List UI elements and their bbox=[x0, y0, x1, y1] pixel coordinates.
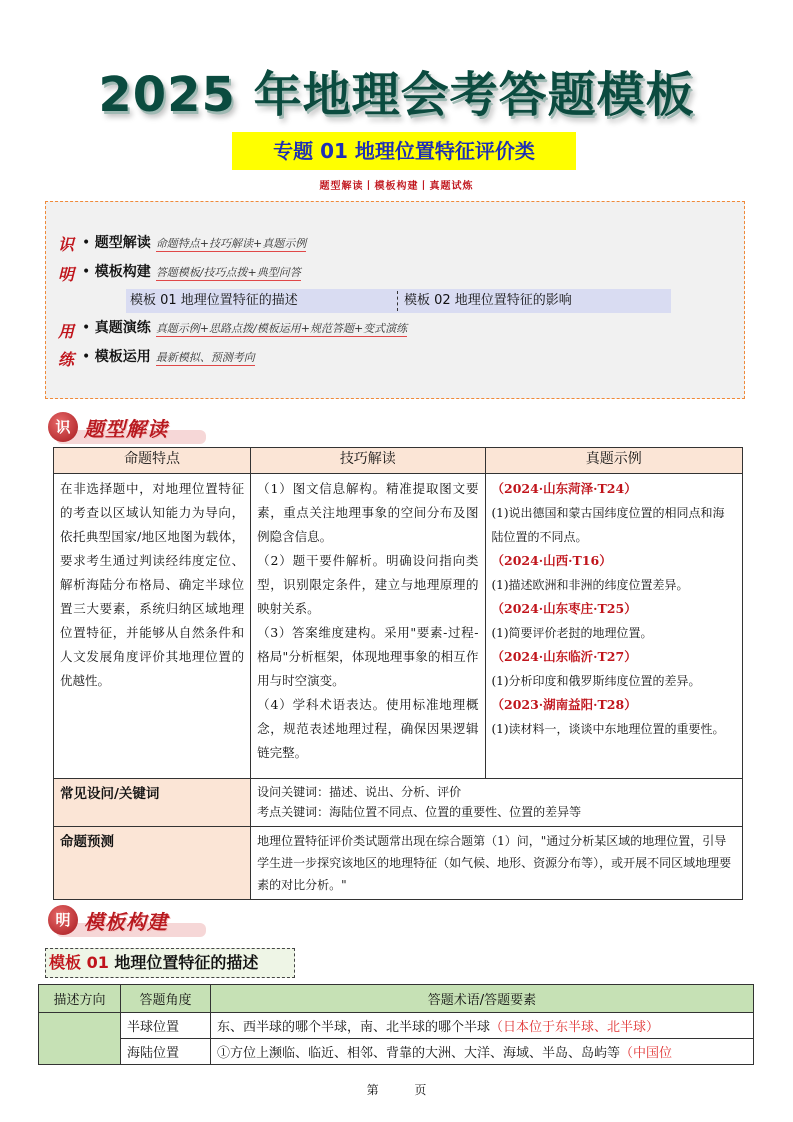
feature-cell: 在非选择题中，对地理位置特征的考查以区域认知能力为导向，依托典型国家/地区地图为载体，要求考生通过判读经纬度定位、解析海陆分布格局、确定半球位置三大要素，系统归纳区域地理位置特征，并能够从自然条件和人文发展角度评价其地理位置的优越性。 bbox=[54, 474, 251, 779]
table-header-row bbox=[39, 985, 754, 1013]
bullet-icon: • bbox=[82, 235, 95, 251]
overview-desc: 命题特点+技巧解读+真题示例 bbox=[155, 237, 307, 250]
overview-label: 真题演练 bbox=[94, 320, 151, 336]
side-char-2: 明 bbox=[58, 265, 75, 284]
table-row bbox=[54, 474, 743, 779]
terms-text: 东、西半球的哪个半球，南、北半球的哪个半球 bbox=[217, 1020, 491, 1035]
column-header: 技巧解读 bbox=[251, 448, 485, 474]
overview-label: 模板运用 bbox=[94, 349, 151, 365]
column-header: 描述方向 bbox=[39, 985, 121, 1013]
example-question: (1)说出德国和蒙古国纬度位置的相同点和海陆位置的不同点。 bbox=[491, 506, 725, 544]
overview-desc: 答题模板/技巧点拨+典型问答 bbox=[155, 266, 301, 279]
module-01-heading bbox=[45, 948, 295, 978]
skill-item: （1）图文信息解构。精准提取图文要素，重点关注地理事象的空间分布及图例隐含信息。 bbox=[257, 481, 479, 544]
overview-row-1 bbox=[82, 232, 306, 252]
page-footer bbox=[0, 1081, 793, 1098]
section-header-build bbox=[48, 905, 248, 937]
template-list bbox=[126, 289, 671, 313]
overview-desc: 最新模拟、预测考向 bbox=[155, 351, 255, 364]
skill-item: （4）学科术语表达。使用标准地理概念，规范表述地理过程，确保因果逻辑链完整。 bbox=[257, 697, 479, 760]
footer-left: 第 bbox=[366, 1083, 379, 1097]
column-header: 答题术语/答题要素 bbox=[211, 985, 754, 1013]
divider bbox=[397, 291, 398, 311]
terms-text: ①方位上濒临、临近、相邻、背靠的大洲、大洋、海域、半岛、岛屿等 bbox=[217, 1046, 621, 1061]
example-source: （2024·山东枣庄·T25） bbox=[491, 601, 637, 616]
side-char-1: 识 bbox=[58, 235, 75, 254]
template-table bbox=[38, 984, 754, 1065]
keywords-label: 常见设问/关键词 bbox=[54, 779, 251, 827]
template-01-link[interactable]: 模板 01 地理位置特征的描述 bbox=[130, 293, 298, 308]
example-source: （2024·山西·T16） bbox=[491, 553, 612, 568]
footer-right: 页 bbox=[414, 1083, 427, 1097]
overview-label: 模板构建 bbox=[94, 264, 151, 280]
angle-cell: 半球位置 bbox=[121, 1013, 211, 1039]
overview-row-3 bbox=[82, 317, 407, 337]
forecast-cell: 地理位置特征评价类试题常出现在综合题第（1）问，"通过分析某区域的地理位置，引导学生进一步探究该地区的地理特征（如气候、地形、资源分布等），或开展不同区域地理要素的对比分析。" bbox=[251, 827, 743, 900]
table-row bbox=[39, 1039, 754, 1065]
table-row bbox=[54, 779, 743, 827]
example-question: (1)简要评价老挝的地理位置。 bbox=[491, 626, 653, 640]
direction-cell bbox=[39, 1013, 121, 1065]
bullet-icon: • bbox=[82, 349, 95, 365]
example-source: （2024·山东菏泽·T24） bbox=[491, 481, 637, 496]
skill-item: （2）题干要件解析。明确设问指向类型，识别限定条件，建立与地理原理的映射关系。 bbox=[257, 553, 479, 616]
table-header-row bbox=[54, 448, 743, 474]
example-question: (1)分析印度和俄罗斯纬度位置的差异。 bbox=[491, 674, 701, 688]
terms-hint: （中国位 bbox=[620, 1046, 673, 1061]
terms-hint: （日本位于东半球、北半球） bbox=[490, 1020, 660, 1035]
examples-cell bbox=[485, 474, 743, 779]
overview-panel bbox=[45, 201, 745, 399]
example-question: (1)读材料一，谈谈中东地理位置的重要性。 bbox=[491, 722, 725, 736]
page-title: 2025 年地理会考答题模板 bbox=[98, 67, 695, 123]
overview-label: 题型解读 bbox=[94, 235, 151, 251]
forecast-label: 命题预测 bbox=[54, 827, 251, 900]
topic-subtitle: 专题 01 地理位置特征评价类 bbox=[232, 132, 576, 170]
terms-cell bbox=[211, 1013, 754, 1039]
keyword-line: 考点关键词：海陆位置不同点、位置的重要性、位置的差异等 bbox=[257, 805, 582, 819]
keyword-line: 设问关键词：描述、说出、分析、评价 bbox=[257, 785, 462, 799]
column-header: 真题示例 bbox=[485, 448, 743, 474]
overview-desc: 真题示例+思路点拨/模板运用+规范答题+变式演练 bbox=[155, 322, 408, 335]
skills-cell bbox=[251, 474, 485, 779]
example-source: （2024·山东临沂·T27） bbox=[491, 649, 637, 664]
module-title: 地理位置特征的描述 bbox=[114, 953, 259, 972]
section-header-interpret bbox=[48, 412, 248, 444]
bullet-icon: • bbox=[82, 264, 95, 280]
bullet-icon: • bbox=[82, 320, 95, 336]
example-source: （2023·湖南益阳·T28） bbox=[491, 697, 637, 712]
column-header: 命题特点 bbox=[54, 448, 251, 474]
skill-item: （3）答案维度建构。采用"要素-过程-格局"分析框架，体现地理事象的相互作用与时空演变。 bbox=[257, 625, 479, 688]
section-badge-icon: 识 bbox=[48, 412, 78, 442]
table-row bbox=[54, 827, 743, 900]
side-char-4: 练 bbox=[58, 350, 75, 369]
template-02-link[interactable]: 模板 02 地理位置特征的影响 bbox=[404, 293, 572, 308]
column-header: 答题角度 bbox=[121, 985, 211, 1013]
overview-row-2 bbox=[82, 261, 301, 281]
section-title: 模板构建 bbox=[84, 910, 168, 934]
section-badge-icon: 明 bbox=[48, 905, 78, 935]
side-char-3: 用 bbox=[58, 322, 75, 341]
module-prefix: 模板 01 bbox=[49, 953, 109, 972]
terms-cell bbox=[211, 1039, 754, 1065]
angle-cell: 海陆位置 bbox=[121, 1039, 211, 1065]
overview-row-4 bbox=[82, 346, 255, 366]
tagline: 题型解读丨模板构建丨真题试炼 bbox=[319, 181, 474, 192]
keywords-cell bbox=[251, 779, 743, 827]
section-title: 题型解读 bbox=[84, 417, 168, 441]
analysis-table bbox=[53, 447, 743, 900]
table-row bbox=[39, 1013, 754, 1039]
example-question: (1)描述欧洲和非洲的纬度位置差异。 bbox=[491, 578, 689, 592]
